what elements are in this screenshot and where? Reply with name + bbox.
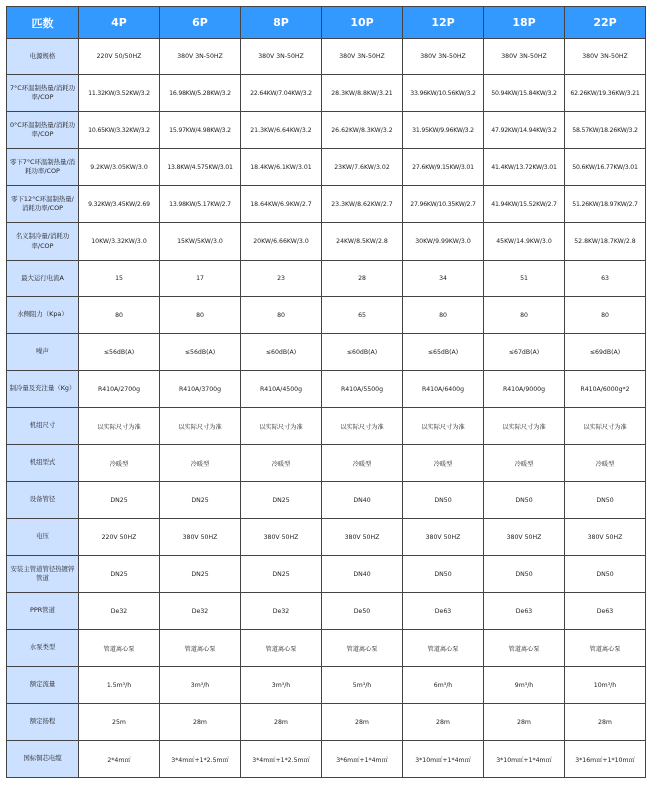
table-cell: 冷暖型 [484, 445, 565, 482]
table-cell: 3*10m㎡+1*4m㎡ [484, 741, 565, 778]
table-row [7, 741, 646, 778]
table-cell: 220V 50HZ [79, 519, 160, 556]
table-cell: DN40 [322, 556, 403, 593]
table-cell: 33.96KW/10.56KW/3.2 [403, 75, 484, 112]
table-cell: 3*4m㎡+1*2.5m㎡ [241, 741, 322, 778]
row-label: 国标铜芯电缆 [7, 741, 79, 778]
table-cell: 52.8KW/18.7KW/2.8 [565, 223, 646, 261]
table-row [7, 261, 646, 297]
table-cell: 220V 50/50HZ [79, 39, 160, 75]
table-cell: 23 [241, 261, 322, 297]
table-cell: 冷暖型 [79, 445, 160, 482]
table-row [7, 519, 646, 556]
table-cell: 51 [484, 261, 565, 297]
table-cell: DN25 [79, 482, 160, 519]
table-cell: 冷暖型 [565, 445, 646, 482]
table-row [7, 593, 646, 630]
table-cell: ≤65dB(A) [403, 334, 484, 371]
table-cell: 28 [322, 261, 403, 297]
table-cell: 17 [160, 261, 241, 297]
row-label: 零下7°C环温制热量/消耗功率/COP [7, 149, 79, 186]
table-cell: 13.98KW/5.17KW/2.7 [160, 186, 241, 223]
row-label: 最大运行电流A [7, 261, 79, 297]
table-cell: 冷暖型 [160, 445, 241, 482]
row-label: 水泵类型 [7, 630, 79, 667]
table-row [7, 630, 646, 667]
table-row [7, 297, 646, 334]
table-cell: 15KW/5KW/3.0 [160, 223, 241, 261]
table-row [7, 408, 646, 445]
table-cell: 16.98KW/5.28KW/3.2 [160, 75, 241, 112]
table-cell: De63 [565, 593, 646, 630]
table-cell: 25m [79, 704, 160, 741]
row-label: 水侧阻力（Kpa） [7, 297, 79, 334]
table-cell: R410A/6400g [403, 371, 484, 408]
table-cell: 以实际尺寸为准 [79, 408, 160, 445]
table-cell: 380V 50HZ [241, 519, 322, 556]
table-row [7, 75, 646, 112]
table-cell: 以实际尺寸为准 [403, 408, 484, 445]
table-cell: ≤69dB(A) [565, 334, 646, 371]
table-cell: 380V 3N-50HZ [565, 39, 646, 75]
table-cell: 28m [322, 704, 403, 741]
model-header: 12P [403, 7, 484, 39]
table-cell: 41.94KW/15.52KW/2.7 [484, 186, 565, 223]
table-row [7, 39, 646, 75]
table-cell: R410A/3700g [160, 371, 241, 408]
table-row [7, 482, 646, 519]
table-cell: DN25 [79, 556, 160, 593]
row-label: 额定流量 [7, 667, 79, 704]
table-cell: 28m [241, 704, 322, 741]
table-cell: 28m [160, 704, 241, 741]
table-cell: 63 [565, 261, 646, 297]
table-cell: 18.4KW/6.1KW/3.01 [241, 149, 322, 186]
table-cell: De32 [160, 593, 241, 630]
table-cell: ≤60dB(A) [322, 334, 403, 371]
table-cell: 62.26KW/19.36KW/3.21 [565, 75, 646, 112]
row-label: PPR管道 [7, 593, 79, 630]
table-cell: 26.62KW/8.3KW/3.2 [322, 112, 403, 149]
spec-table [6, 6, 646, 778]
table-cell: 管道离心泵 [403, 630, 484, 667]
table-cell: 50.6KW/16.77KW/3.01 [565, 149, 646, 186]
table-cell: 13.8KW/4.575KW/3.01 [160, 149, 241, 186]
model-header: 6P [160, 7, 241, 39]
table-cell: 34 [403, 261, 484, 297]
table-cell: 380V 3N-50HZ [484, 39, 565, 75]
table-row [7, 667, 646, 704]
table-cell: 80 [241, 297, 322, 334]
table-cell: 45KW/14.9KW/3.0 [484, 223, 565, 261]
table-cell: 380V 50HZ [565, 519, 646, 556]
model-header: 10P [322, 7, 403, 39]
table-cell: 31.95KW/9.96KW/3.2 [403, 112, 484, 149]
table-cell: R410A/4500g [241, 371, 322, 408]
table-cell: 380V 3N-50HZ [322, 39, 403, 75]
table-cell: 3*16m㎡+1*10m㎡ [565, 741, 646, 778]
model-header: 8P [241, 7, 322, 39]
table-row [7, 334, 646, 371]
table-cell: DN25 [241, 556, 322, 593]
table-cell: 80 [160, 297, 241, 334]
table-cell: 65 [322, 297, 403, 334]
table-cell: DN50 [565, 482, 646, 519]
table-cell: ≤60dB(A) [241, 334, 322, 371]
table-row [7, 149, 646, 186]
table-cell: 3m³/h [241, 667, 322, 704]
table-cell: 10.65KW/3.32KW/3.2 [79, 112, 160, 149]
table-cell: De32 [79, 593, 160, 630]
table-cell: 9.2KW/3.05KW/3.0 [79, 149, 160, 186]
table-cell: 28m [484, 704, 565, 741]
table-cell: 51.26KW/18.97KW/2.7 [565, 186, 646, 223]
table-cell: 80 [484, 297, 565, 334]
row-label: 0°C环温制热量/消耗功率/COP [7, 112, 79, 149]
table-cell: 41.4KW/13.72KW/3.01 [484, 149, 565, 186]
table-cell: 5m³/h [322, 667, 403, 704]
table-cell: 以实际尺寸为准 [565, 408, 646, 445]
table-cell: De32 [241, 593, 322, 630]
table-cell: 20KW/6.66KW/3.0 [241, 223, 322, 261]
table-cell: De63 [403, 593, 484, 630]
table-cell: 15 [79, 261, 160, 297]
table-cell: DN50 [565, 556, 646, 593]
table-cell: De63 [484, 593, 565, 630]
row-label: 名义制冷量/消耗功率/COP [7, 223, 79, 261]
row-label: 噪声 [7, 334, 79, 371]
table-cell: 47.92KW/14.94KW/3.2 [484, 112, 565, 149]
table-cell: 80 [403, 297, 484, 334]
table-cell: DN50 [403, 556, 484, 593]
table-row [7, 186, 646, 223]
row-label: 零下12°C环温制热量/消耗功率/COP [7, 186, 79, 223]
table-cell: 380V 3N-50HZ [403, 39, 484, 75]
table-cell: DN25 [160, 556, 241, 593]
table-row [7, 556, 646, 593]
table-cell: 冷暖型 [322, 445, 403, 482]
table-cell: 24KW/8.5KW/2.8 [322, 223, 403, 261]
table-cell: 380V 50HZ [322, 519, 403, 556]
table-cell: 2*4m㎡ [79, 741, 160, 778]
table-cell: 80 [79, 297, 160, 334]
table-cell: 管道离心泵 [565, 630, 646, 667]
table-cell: 9.32KW/3.45KW/2.69 [79, 186, 160, 223]
table-cell: 80 [565, 297, 646, 334]
table-cell: 58.57KW/18.26KW/3.2 [565, 112, 646, 149]
row-label: 安装主管道管径热镀锌管道 [7, 556, 79, 593]
table-cell: 3*4m㎡+1*2.5m㎡ [160, 741, 241, 778]
table-cell: 3m³/h [160, 667, 241, 704]
header-label: 匹数 [7, 7, 79, 39]
table-cell: 管道离心泵 [484, 630, 565, 667]
row-label: 设备管径 [7, 482, 79, 519]
table-cell: 380V 3N-50HZ [160, 39, 241, 75]
table-cell: ≤56dB(A) [160, 334, 241, 371]
table-cell: 380V 3N-50HZ [241, 39, 322, 75]
table-cell: R410A/6000g*2 [565, 371, 646, 408]
table-cell: 冷暖型 [241, 445, 322, 482]
table-cell: 28m [565, 704, 646, 741]
row-label: 制冷量及充注量（Kg） [7, 371, 79, 408]
row-label: 额定扬程 [7, 704, 79, 741]
table-cell: ≤67dB(A) [484, 334, 565, 371]
row-label: 7°C环温制热量/消耗功率/COP [7, 75, 79, 112]
table-cell: 380V 50HZ [160, 519, 241, 556]
table-cell: De50 [322, 593, 403, 630]
table-cell: 9m³/h [484, 667, 565, 704]
table-row [7, 112, 646, 149]
table-cell: 10m³/h [565, 667, 646, 704]
table-cell: 1.5m³/h [79, 667, 160, 704]
table-cell: 23KW/7.6KW/3.02 [322, 149, 403, 186]
table-cell: 21.3KW/6.64KW/3.2 [241, 112, 322, 149]
table-cell: 28m [403, 704, 484, 741]
table-cell: 28.3KW/8.8KW/3.21 [322, 75, 403, 112]
table-cell: DN25 [241, 482, 322, 519]
table-cell: 23.3KW/8.62KW/2.7 [322, 186, 403, 223]
table-cell: 管道离心泵 [241, 630, 322, 667]
table-cell: 10KW/3.32KW/3.0 [79, 223, 160, 261]
row-label: 机组型式 [7, 445, 79, 482]
table-row [7, 445, 646, 482]
table-cell: DN50 [403, 482, 484, 519]
table-cell: 3*6m㎡+1*4m㎡ [322, 741, 403, 778]
table-cell: 以实际尺寸为准 [241, 408, 322, 445]
table-cell: 50.94KW/15.84KW/3.2 [484, 75, 565, 112]
table-cell: 15.97KW/4.98KW/3.2 [160, 112, 241, 149]
table-cell: 冷暖型 [403, 445, 484, 482]
table-cell: DN25 [160, 482, 241, 519]
table-cell: 以实际尺寸为准 [322, 408, 403, 445]
table-cell: 3*10m㎡+1*4m㎡ [403, 741, 484, 778]
table-cell: 27.96KW/10.35KW/2.7 [403, 186, 484, 223]
table-cell: R410A/9000g [484, 371, 565, 408]
header-row [7, 7, 646, 39]
model-header: 4P [79, 7, 160, 39]
table-cell: 27.6KW/9.15KW/3.01 [403, 149, 484, 186]
table-cell: R410A/2700g [79, 371, 160, 408]
table-cell: R410A/5500g [322, 371, 403, 408]
table-cell: 6m³/h [403, 667, 484, 704]
table-cell: 11.32KW/3.52KW/3.2 [79, 75, 160, 112]
table-cell: DN50 [484, 556, 565, 593]
table-row [7, 223, 646, 261]
table-cell: 以实际尺寸为准 [160, 408, 241, 445]
row-label: 电压 [7, 519, 79, 556]
table-cell: 以实际尺寸为准 [484, 408, 565, 445]
table-cell: DN50 [484, 482, 565, 519]
table-cell: 22.64KW/7.04KW/3.2 [241, 75, 322, 112]
row-label: 机组尺寸 [7, 408, 79, 445]
table-cell: 380V 50HZ [403, 519, 484, 556]
table-row [7, 704, 646, 741]
model-header: 18P [484, 7, 565, 39]
row-label: 电源规格 [7, 39, 79, 75]
table-row [7, 371, 646, 408]
table-cell: 管道离心泵 [322, 630, 403, 667]
table-cell: 30KW/9.99KW/3.0 [403, 223, 484, 261]
table-cell: 管道离心泵 [79, 630, 160, 667]
table-cell: 380V 50HZ [484, 519, 565, 556]
table-cell: DN40 [322, 482, 403, 519]
table-cell: ≤56dB(A) [79, 334, 160, 371]
table-cell: 18.64KW/6.9KW/2.7 [241, 186, 322, 223]
table-cell: 管道离心泵 [160, 630, 241, 667]
model-header: 22P [565, 7, 646, 39]
